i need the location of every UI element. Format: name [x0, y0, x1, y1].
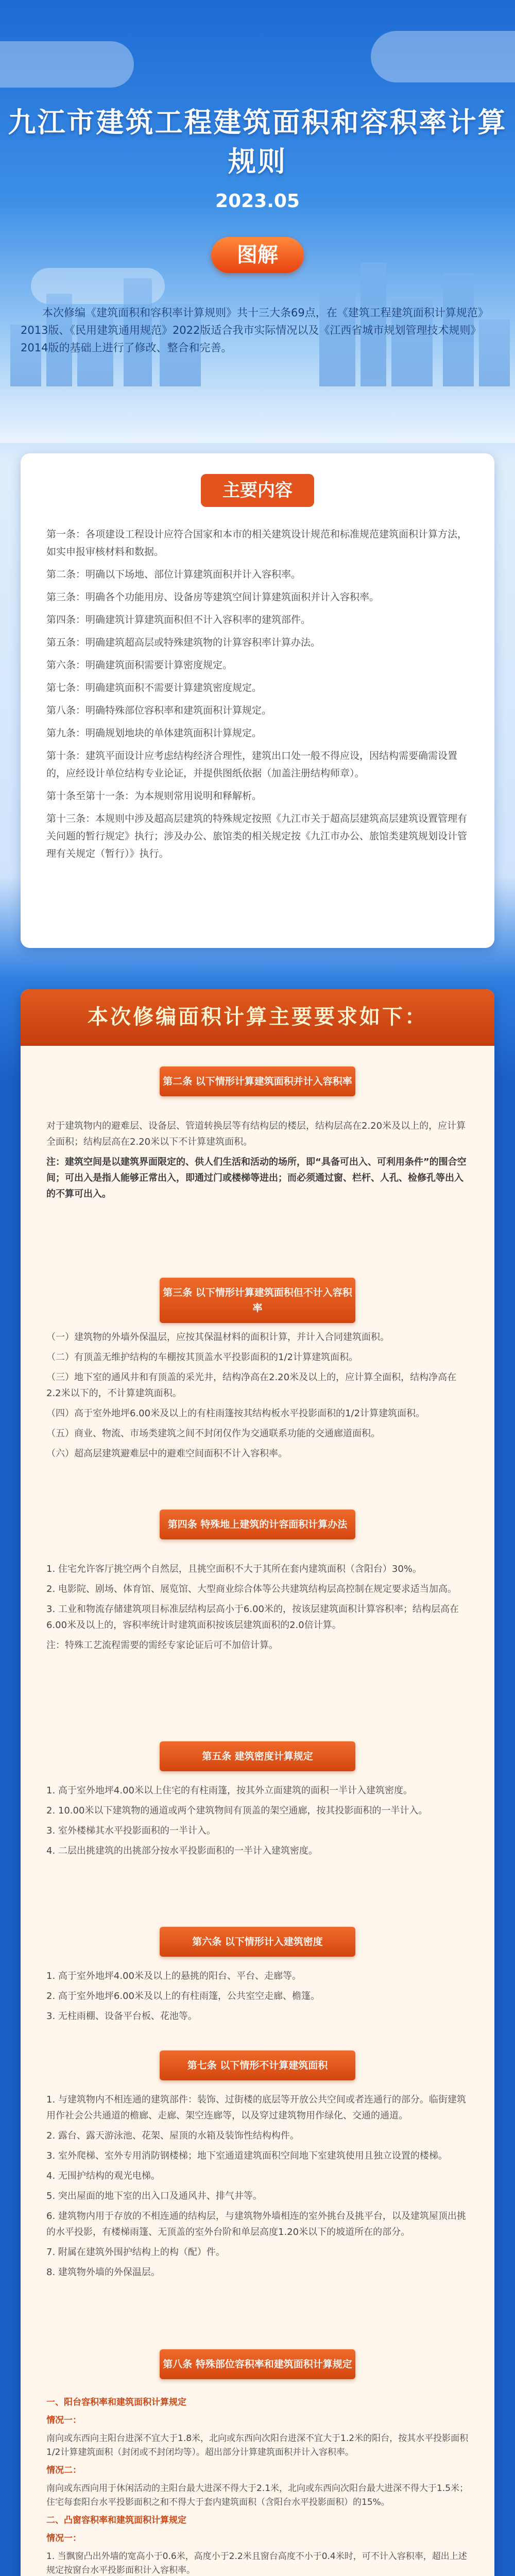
- cloud-decoration: [371, 31, 515, 82]
- article-5-title: 第五条 建筑密度计算规定: [160, 1741, 355, 1771]
- article-7-title: 第七条 以下情形不计算建筑面积: [160, 2050, 355, 2080]
- list-item: 第十条：建筑平面设计应考虑结构经济合理性，建筑出口处一般不得应设，因结构需要确需设置的，应经设计单位结构专业论证，并提供图纸依据（加盖注册结构师章）。: [46, 750, 458, 779]
- article-8-title: 第八条 特殊部位容积率和建筑面积计算规定: [160, 2349, 355, 2379]
- article-4-title: 第四条 特殊地上建筑的计容面积计算办法: [160, 1510, 355, 1539]
- article-6-body: [46, 1968, 469, 2028]
- list-item: 第九条：明确规划地块的单体建筑面积计算规定。: [46, 727, 262, 739]
- paragraph: 对于建筑物内的避难层、设备层、管道转换层等有结构层的楼层，结构层高在2.20米及以上的，应计算全面积；结构层高在2.20米以下不计算建筑面积。: [46, 1121, 466, 1147]
- list-item: 第一条：各项建设工程设计应符合国家和本市的相关建筑设计规范和标准规范建筑面积计算方法，如实申报审核材料和数据。: [46, 529, 468, 557]
- list-item: 第六条：明确建筑面积需要计算密度规定。: [46, 659, 233, 671]
- article-3-body: [46, 1329, 469, 1466]
- main-content-card: [21, 453, 494, 948]
- article-4-body: [46, 1561, 469, 1657]
- subheading: 二、凸窗容积率和建筑面积计算规定: [46, 2515, 186, 2526]
- article-6-title: 第六条 以下情形计入建筑密度: [160, 1927, 355, 1957]
- paragraph: 5. 突出屋面的地下室的出入口及通风井、排气井等。: [46, 2191, 262, 2201]
- intro-text: 本次修编《建筑面积和容积率计算规则》共十三大条69点，在《建筑工程建筑面积计算规范》2013版、《民用建筑通用规范》2022版适合我市实际情况以及《江西省城市规划管理技术规则》2014版的基础上进行了修改、整合和完善。: [21, 307, 489, 354]
- case-label: 情况一：: [46, 2533, 81, 2544]
- paragraph: 2. 高于室外地坪6.00米及以上的有柱雨篷，公共室空走廊、檐篷。: [46, 1991, 320, 2002]
- list-item: 第四条：明确建筑计算建筑面积但不计入容积率的建筑部件。: [46, 614, 311, 625]
- detail-card: [21, 989, 494, 2576]
- paragraph: （五）商业、物流、市场类建筑之间不封闭仅作为交通联系功能的交通廊道面积。: [46, 1428, 380, 1439]
- article-5-body: [46, 1783, 469, 1863]
- list-item: 第三条：明确各个功能用房、设备房等建筑空间计算建筑面积并计入容积率。: [46, 591, 380, 603]
- detail-heading: 本次修编面积计算主要要求如下：: [88, 1005, 427, 1029]
- list-item: 第二条：明确以下场地、部位计算建筑面积并计入容积率。: [46, 569, 301, 580]
- article-2-title: 第二条 以下情形计算建筑面积并计入容积率: [160, 1066, 355, 1096]
- paragraph: 3. 工业和物流存储建筑项目标准层结构层高小于6.00米的，按该层建筑面积计算容积率；结构层高在6.00米及以上的，容积率统计时建筑面积按该层建筑面积的2.0倍计算。: [46, 1604, 459, 1631]
- list-item: 第十三条：本规则中涉及超高层建筑的特殊规定按照《九江市关于超高层建筑高层建筑设置管理有关问题的暂行规定》执行；涉及办公、旅馆类的相关规定按《九江市办公、旅馆类建筑规划设计管理有关规定（暂行）》执行。: [46, 813, 468, 859]
- paragraph: 6. 建筑物内用于存放的不相连通的结构层，与建筑物外墙相连的室外挑台及挑平台，以及建筑屋顶出挑的水平投影，有楼梯雨篷、无顶盖的室外台阶和单层高度1.20米以下的坡道所在的部分。: [46, 2211, 466, 2238]
- list-item: 第五条：明确建筑超高层或特殊建筑物的计算容积率计算办法。: [46, 637, 321, 648]
- publish-date: 2023.05: [215, 191, 300, 212]
- subheading: 一、阳台容积率和建筑面积计算规定: [46, 2397, 186, 2408]
- paragraph: （三）地下室的通风井和有顶盖的采光井，结构净高在2.20米及以上的，应计算全面积，结构净高在2.2米以下的，不计算建筑面积。: [46, 1372, 457, 1399]
- article-2-body: [46, 1118, 469, 1206]
- cloud-decoration: [0, 41, 134, 88]
- paragraph: （二）有顶盖无维护结构的车棚按其顶盖水平投影面积的1/2计算建筑面积。: [46, 1352, 358, 1363]
- paragraph: 1. 住宅允许客厅挑空两个自然层，且挑空面积不大于其所在套内建筑面积（含阳台）30%。: [46, 1564, 422, 1574]
- list-item: 第八条：明确特殊部位容积率和建筑面积计算规定。: [46, 705, 272, 716]
- article-7-body: [46, 2092, 469, 2284]
- paragraph: 1. 当飘窗凸出外墙的宽高小于0.6米，高度小于2.2米且窗台高度不小于0.4米时，可不计入容积率，超出上述规定按窗台水平投影面积计入容积率。: [46, 2551, 467, 2575]
- paragraph: 3. 无柱雨棚、设备平台板、花池等。: [46, 2011, 197, 2022]
- paragraph: 2. 10.00米以下建筑物的通道或两个建筑物间有顶盖的架空通廊，按其投影面积的一半计入。: [46, 1805, 428, 1816]
- list-item: 第十条至第十一条：为本规则常用说明和释解析。: [46, 790, 262, 802]
- paragraph: 4. 无围护结构的观光电梯。: [46, 2171, 160, 2181]
- main-content-title: 主要内容: [201, 474, 314, 507]
- paragraph: （六）超高层建筑避难层中的避难空间面积不计入容积率。: [46, 1448, 287, 1459]
- paragraph: （四）高于室外地坪6.00米及以上的有柱雨篷按其结构板水平投影面积的1/2计算建筑面积。: [46, 1408, 425, 1419]
- detail-header: [21, 989, 494, 1046]
- paragraph: 1. 高于室外地坪4.00米以上住宅的有柱雨篷，按其外立面建筑的面积一半计入建筑密度。: [46, 1785, 413, 1796]
- paragraph: （一）建筑物的外墙外保温层，应按其保温材料的面积计算，并计入合同建筑面积。: [46, 1332, 389, 1343]
- case-label: 情况一：: [46, 2415, 81, 2426]
- paragraph-note: 注：建筑空间是以建筑界面限定的、供人们生活和活动的场所，即“具备可出入、可利用条件”的围合空间；可出入是指人能够正常出入，即通过门或楼梯等进出；而必须通过窗、栏杆、人孔、检修孔等出入的不算可出入。: [46, 1157, 467, 1199]
- paragraph: 南向或东西向用于休闲活动的主阳台最大进深不得大于2.1米，北向或东西向次阳台最大进深不得大于1.5米；住宅每套阳台水平投影面积之和不得大于套内建筑面积（含阳台水平投影面积）的15%。: [46, 2483, 469, 2507]
- paragraph: 7. 附属在建筑外围护结构上的构（配）件。: [46, 2247, 225, 2258]
- paragraph: 3. 室外楼梯其水平投影面积的一半计入。: [46, 1825, 216, 1836]
- paragraph: 注：特殊工艺流程需要的需经专家论证后可不加倍计算。: [46, 1640, 278, 1651]
- paragraph: 1. 高于室外地坪4.00米及以上的悬挑的阳台、平台、走廊等。: [46, 1971, 301, 1981]
- article-8-body: [46, 2396, 469, 2576]
- main-content-list: [46, 526, 469, 868]
- paragraph: 8. 建筑物外墙的外保温层。: [46, 2267, 160, 2278]
- paragraph: 南向或东西向主阳台进深不宜大于1.8米，北向或东西向次阳台进深不宜大于1.2米的阳台，按其水平投影面积1/2计算建筑面积（封闭或不封闭均等）。超出部分计算建筑面积并计入容积率。: [46, 2433, 469, 2458]
- paragraph: 1. 与建筑物内不相连通的建筑部件：装饰、过街楼的底层等开放公共空间或者连通行的部分。临街建筑用作社会公共通道的檐廊、走廊、架空连廊等，以及穿过建筑物用作绿化、交通的通道。: [46, 2094, 466, 2121]
- paragraph: 2. 电影院、剧场、体育馆、展览馆、大型商业综合体等公共建筑结构层高控制在规定要求适当加高。: [46, 1584, 457, 1595]
- illustration-badge: 图解: [211, 237, 304, 273]
- page-title: 九江市建筑工程建筑面积和容积率计算规则: [8, 106, 507, 178]
- paragraph: 2. 露台、露天游泳池、花架、屋顶的水箱及装饰性结构构件。: [46, 2130, 299, 2141]
- list-item: 第七条：明确建筑面积不需要计算建筑密度规定。: [46, 682, 262, 693]
- paragraph: 3. 室外爬梯、室外专用消防钢楼梯；地下室通道建筑面积空间地下室建筑使用且独立设置的楼梯。: [46, 2150, 448, 2161]
- case-label: 情况二：: [46, 2465, 81, 2476]
- article-3-title: 第三条 以下情形计算建筑面积但不计入容积率: [160, 1278, 355, 1323]
- hero-banner: [0, 0, 515, 443]
- paragraph: 4. 二层出挑建筑的出挑部分按水平投影面积的一半计入建筑密度。: [46, 1845, 318, 1856]
